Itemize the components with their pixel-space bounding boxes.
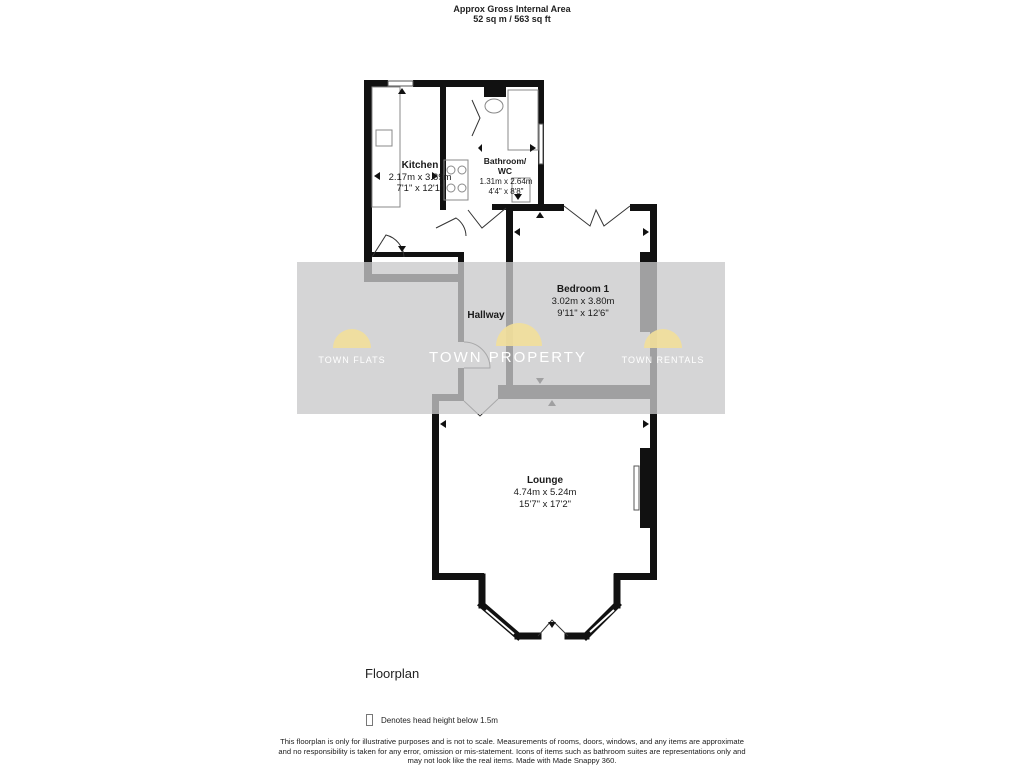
bedroom-metric: 3.02m x 3.80m (551, 296, 615, 307)
wall-bath-top (440, 80, 544, 87)
lounge-chimney (640, 448, 652, 528)
legend-text: Denotes head height below 1.5m (381, 715, 498, 725)
basin (485, 99, 503, 113)
kitchen-window (388, 81, 413, 86)
disclaimer-line-2: and no responsibility is taken for any error, omission or mis-statement. Icons of items such as bathroom suites are representations only and (278, 746, 746, 756)
bedroom-imperial: 9'11" x 12'6" (557, 308, 609, 319)
wall-kitchen-left (364, 80, 372, 282)
bath-hall-door (468, 208, 506, 228)
bathroom-door (472, 100, 480, 136)
wall-lounge-left (432, 394, 439, 580)
kitchen-hall-door (436, 218, 466, 236)
wall-kitchen-inner (372, 252, 462, 257)
watermark-center-text: TOWN PROPERTY (429, 349, 587, 366)
kitchen-metric: 2.17m x 3.69m (388, 172, 452, 183)
disclaimer-line-3: may not look like the real items. Made with Made Snappy 360. (407, 756, 617, 766)
bathroom-imperial: 4'4" x 8'8" (488, 187, 524, 196)
disclaimer-line-1: This floorplan is only for illustrative purposes and is not to scale. Measurements of rooms, doors, windows, and any items are approximate (280, 737, 744, 746)
head-height-legend-icon (366, 714, 373, 726)
bathroom-name-line2: WC (497, 166, 513, 176)
kitchen-imperial: 7'1" x 12'1" (396, 183, 444, 194)
lounge-metric: 4.74m x 5.24m (513, 487, 577, 498)
disclaimer (230, 737, 794, 766)
wall-lounge-bottom-left (432, 573, 484, 580)
area-value: 52 sq m / 563 sq ft (473, 14, 551, 24)
bedroom-french-doors (564, 206, 630, 226)
lounge-name: Lounge (526, 475, 564, 486)
watermark-right-text: TOWN RENTALS (621, 355, 705, 365)
wall-bed-top-left (506, 204, 564, 211)
floor-label: Floorplan (365, 666, 420, 681)
bedroom-name: Bedroom 1 (556, 284, 610, 295)
kitchen-name: Kitchen (401, 160, 439, 171)
area-title: Approx Gross Internal Area (453, 4, 571, 14)
kitchen-sink (376, 130, 392, 146)
bath-fixture (484, 87, 506, 97)
legend (366, 714, 498, 726)
watermark-left-text: TOWN FLATS (318, 355, 386, 365)
bath-window (539, 124, 543, 164)
bathroom-name-line1: Bathroom/ (483, 156, 527, 166)
lounge-radiator (634, 466, 639, 510)
lounge-imperial: 15'7" x 17'2" (518, 499, 572, 510)
watermark (297, 262, 725, 414)
bathroom-metric: 1.31m x 2.64m (479, 177, 533, 186)
hallway-name: Hallway (467, 310, 505, 321)
bathtub (508, 90, 538, 150)
